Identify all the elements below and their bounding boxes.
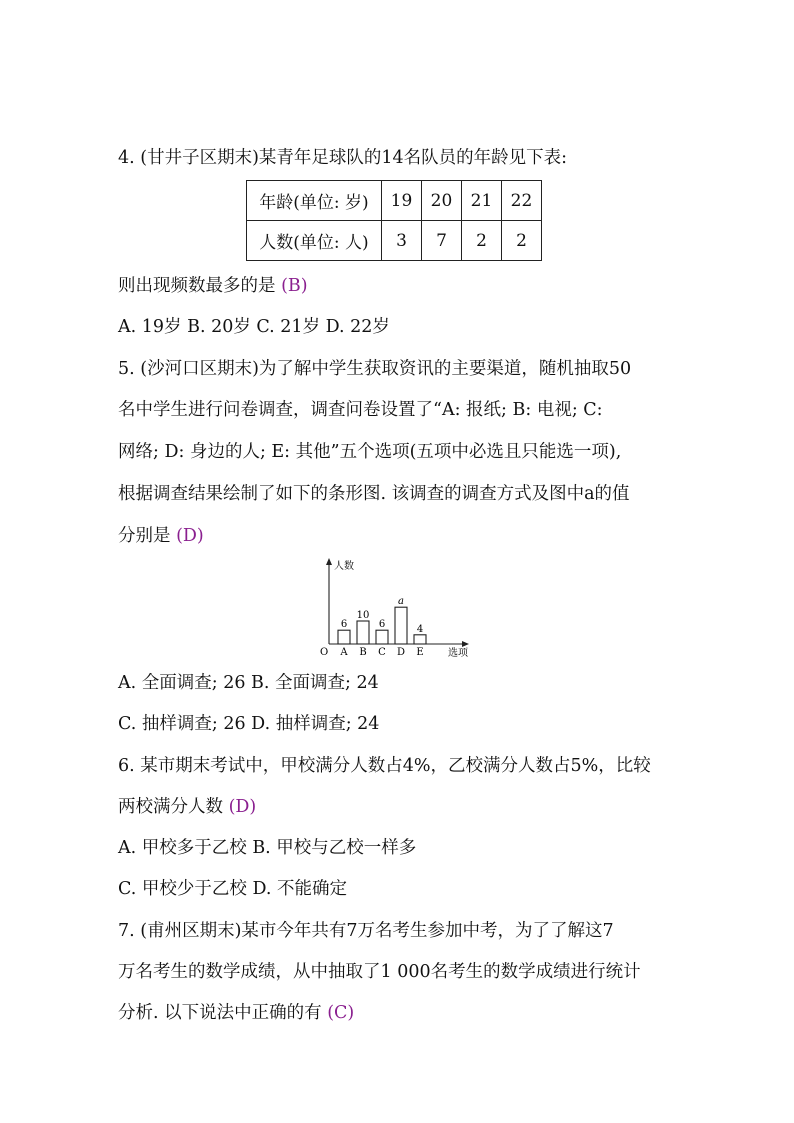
table-cell: 人数(单位: 人) [247,221,382,261]
q5-line-4: 根据调查结果绘制了如下的条形图. 该调查的调查方式及图中a的值 [118,484,630,504]
bar-value-label: 4 [416,623,424,635]
q5-answer: (D) [176,526,204,546]
q5-question-text: 分别是 [118,526,171,546]
category-tick-label: D [396,647,406,658]
table-cell: 2 [462,221,502,261]
table-cell: 20 [422,181,462,221]
table-cell: 3 [382,221,422,261]
q4-stem: 4. (甘井子区期末)某青年足球队的14名队员的年龄见下表: [118,148,568,168]
bar-chart [316,556,476,660]
category-tick-label: E [416,647,424,658]
table-cell: 年龄(单位: 岁) [247,181,382,221]
y-axis-label: 人数 [334,561,354,572]
x-axis-arrow [462,641,469,647]
bar-E [414,635,426,644]
bar-value-label: 6 [378,619,386,631]
table-cell: 2 [502,221,542,261]
bar-B [357,621,369,644]
bar-value-label: a [398,596,404,608]
q6-options-2: C. 甲校少于乙校 D. 不能确定 [118,879,347,899]
table-cell: 19 [382,181,422,221]
q4-question [118,274,308,298]
category-tick-label: B [359,647,367,658]
table-row [247,181,542,221]
q5-line-3: 网络; D: 身边的人; E: 其他”五个选项(五项中必选且只能选一项), [118,442,622,462]
q4-options: A. 19岁 B. 20岁 C. 21岁 D. 22岁 [118,317,390,337]
x-axis-label: 选项 [448,648,468,659]
bar-C [376,630,388,644]
table-row [247,221,542,261]
age-table [246,180,542,261]
q6-question-text: 两校满分人数 [118,797,223,817]
q7-answer: (C) [327,1003,355,1023]
q5-options-2: C. 抽样调查; 26 D. 抽样调查; 24 [118,714,380,734]
bar-A [338,630,350,644]
q4-answer: (B) [281,276,308,296]
q7-question-text: 分析. 以下说法中正确的有 [118,1003,322,1023]
q4-question-text: 则出现频数最多的是 [118,276,276,296]
q5-line-2: 名中学生进行问卷调查，调查问卷设置了“A: 报纸; B: 电视; C: [118,400,603,420]
category-tick-label: A [340,647,348,658]
q7-line-3 [118,1001,354,1025]
q5-options-1: A. 全面调查; 26 B. 全面调查; 24 [118,673,379,693]
q6-options-1: A. 甲校多于乙校 B. 甲校与乙校一样多 [118,838,417,858]
table-cell: 21 [462,181,502,221]
y-axis-arrow [326,558,332,565]
q6-answer: (D) [228,797,257,817]
table-cell: 22 [502,181,542,221]
q7-line-1: 7. (甫州区期末)某市今年共有7万名考生参加中考，为了了解这7 [118,921,614,941]
bar-D [395,607,407,644]
q7-line-2: 万名考生的数学成绩，从中抽取了1 000名考生的数学成绩进行统计 [118,962,641,982]
bar-value-label: 10 [356,610,370,621]
q6-line-1: 6. 某市期末考试中，甲校满分人数占4%，乙校满分人数占5%，比较 [118,756,651,776]
q5-line-5 [118,524,204,548]
origin-label: O [320,647,329,658]
q6-line-2 [118,795,256,819]
category-tick-label: C [378,647,386,658]
bar-value-label: 6 [340,619,348,631]
q5-line-1: 5. (沙河口区期末)为了解中学生获取资讯的主要渠道，随机抽取50 [118,359,632,379]
table-cell: 7 [422,221,462,261]
